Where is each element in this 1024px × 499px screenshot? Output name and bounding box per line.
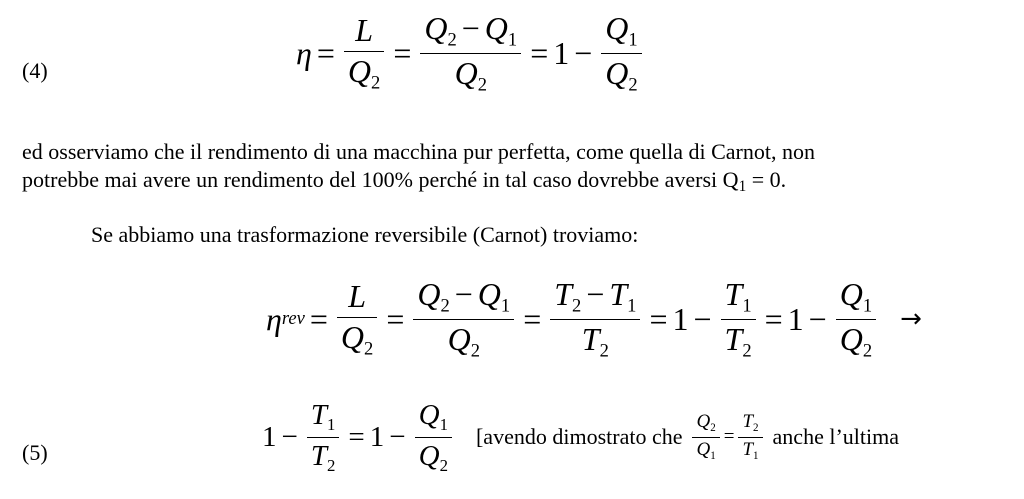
fraction-L-over-Q2: $\frac{L}{Q_2}$	[344, 14, 384, 93]
equation-number-4: (4)	[22, 58, 48, 83]
fraction-T1-over-T2: $\frac{T_1}{T_2}$	[721, 278, 756, 361]
fraction-Q2-minus-Q1-over-Q2: $\frac{Q_2 - Q_1}{Q_2}$	[420, 12, 521, 95]
fraction-Q1-over-Q2: $\frac{Q_1}{Q_2}$	[415, 400, 452, 474]
fraction-Q1-over-Q2: $\frac{Q_1}{Q_2}$	[601, 12, 641, 95]
inline-ratio: $\frac{Q_2}{Q_1}$ = $\frac{T_2}{T_1}$	[690, 412, 764, 462]
text-avendo-dimostrato: [avendo dimostrato che	[475, 424, 683, 450]
paragraph-reversible: Se abbiamo una trasformazione reversibile (Carnot) troviamo:	[91, 222, 639, 247]
fraction-T2-minus-T1-over-T2: $\frac{T_2 - T_1}{T_2}$	[550, 278, 640, 361]
eta-symbol: η	[296, 34, 312, 71]
equation-4: η = $\frac{L}{Q_2}$ = $\frac{Q_2 - Q_1}{Q_2}$ = 1 − $\frac{Q_1}{Q_2}$	[296, 12, 646, 95]
right-arrow-icon: →	[900, 304, 922, 335]
paragraph-line-2: potrebbe mai avere un rendimento del 100% perché in tal caso dovrebbe aversi Q1 = 0.	[22, 167, 787, 195]
text-anche-ultima: anche l’ultima	[772, 424, 899, 450]
fraction-L-over-Q2: $\frac{L}{Q_2}$	[337, 280, 377, 359]
equation-5: 1 − $\frac{T_1}{T_2}$ = 1 − $\frac{Q_1}{Q_2}$ [avendo dimostrato che $\frac{Q_2}{Q_1}$ = $\frac{T_2}{T_1}$ anche l’ultima	[262, 399, 899, 475]
equation-reversible: η rev = $\frac{L}{Q_2}$ = $\frac{Q_2 - Q_1}{Q_2}$ = $\frac{T_2 - T_1}{T_2}$ = 1 − $\frac{T_1}{T_2}$ = 1 − $\frac{Q_1}{Q_2}$ →	[266, 276, 922, 362]
equation-number-5: (5)	[22, 440, 48, 465]
fraction-Q1-over-Q2: $\frac{Q_1}{Q_2}$	[836, 278, 876, 361]
paragraph-line-1: ed osserviamo che il rendimento di una macchina pur perfetta, come quella di Carnot, non	[22, 139, 815, 164]
fraction-T1-over-T2: $\frac{T_1}{T_2}$	[307, 400, 340, 474]
fraction-Q2-minus-Q1-over-Q2: $\frac{Q_2 - Q_1}{Q_2}$	[413, 278, 514, 361]
